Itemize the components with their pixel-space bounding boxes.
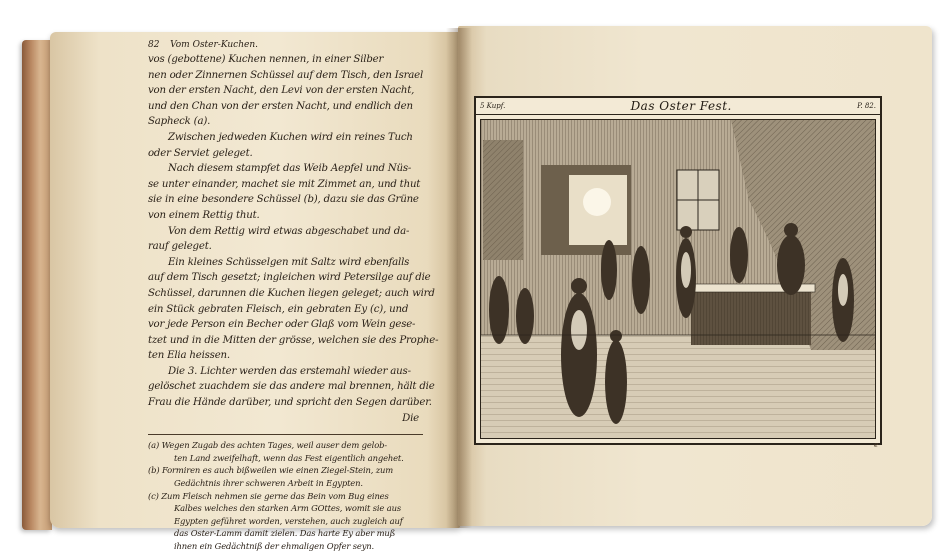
body-line: Zwischen jedweden Kuchen wird ein reines Tuch (168, 131, 413, 143)
body-line: von einem Rettig thut. (148, 209, 260, 221)
plate-number: 5 Kupf. (480, 102, 506, 110)
body-line: sie in eine besondere Schüssel (b), dazu sie das Grüne (148, 194, 419, 206)
footnote-line: (a) Wegen Zugab des achten Tages, weil auser dem gelob- (148, 440, 387, 451)
body-line: Frau die Hände darüber, und spricht den Segen darüber. (148, 397, 432, 409)
left-page-text (148, 40, 439, 553)
footnote-line: Egypten geführet worden, verstehen, auch zugleich auf (174, 515, 403, 526)
body-line: oder Serviet geleget. (148, 147, 253, 159)
footnote-line: (b) Formiren es auch bißweilen wie einen Ziegel-Stein, zum (148, 465, 394, 476)
body-text (148, 52, 439, 426)
body-line: rauf geleget. (148, 241, 212, 253)
body-line: und den Chan von der ersten Nacht, und endlich den (148, 100, 413, 112)
footnote-divider (148, 434, 423, 435)
body-line: vor jede Person ein Becher oder Glaß vom Wein gese- (148, 319, 416, 331)
engraving-illustration (481, 120, 875, 438)
passover-engraving (480, 119, 876, 439)
body-line: nen oder Zinnernen Schüssel auf dem Tisch, den Israel (148, 69, 424, 81)
footnote-line: das Oster-Lamm damit zielen. Das harte Ey aber muß (174, 528, 396, 539)
plate-page-ref: P. 82. (857, 102, 876, 110)
body-line: se unter einander, machet sie mit Zimmet an, und thut (148, 178, 421, 190)
body-line: ein Stück gebraten Fleisch, ein gebraten Ey (c), und (148, 303, 409, 315)
plate-header (476, 98, 880, 115)
engraving-plate (474, 96, 882, 445)
body-line: ten Elia heissen. (148, 350, 230, 362)
running-head: Vom Oster-Kuchen. (170, 40, 258, 50)
body-line: Schüssel, darunnen die Kuchen liegen geleget; auch wird (148, 287, 435, 299)
body-line: Ein kleines Schüsselgen mit Saltz wird ebenfalls (168, 256, 410, 268)
body-line: von der ersten Nacht, den Levi von der ersten Nacht, (148, 85, 415, 97)
body-line: auf dem Tisch gesetzt; ingleichen wird Petersilge auf die (148, 272, 431, 284)
body-line: gelöschet zuachdem sie das andere mal brennen, hält die (148, 381, 435, 393)
footnotes (148, 439, 423, 552)
page-edges (22, 40, 52, 530)
footnote-line: ten Land zweifelhaft, wenn das Fest eigentlich angehet. (174, 452, 404, 463)
body-line: Sapheck (a). (148, 116, 211, 128)
body-line: Von dem Rettig wird etwas abgeschabet und da- (168, 225, 410, 237)
footnote-line: Kalbes welches den starken Arm GOttes, womit sie aus (174, 503, 401, 514)
book-gutter (446, 28, 472, 528)
catchword: Die (402, 412, 419, 424)
plate-title: Das Oster Fest. (630, 99, 732, 113)
footnote-line: (c) Zum Fleisch nehmen sie gerne das Bein vom Bug eines (148, 490, 389, 501)
footnote-line: ihnen ein Gedächtniß der ehmaligen Opfer seyn. (174, 541, 375, 551)
plate-signature: e (874, 441, 879, 449)
body-line: Nach diesem stampfet das Weib Aepfel und Nüs- (168, 163, 412, 175)
page-number: 82 (148, 40, 160, 50)
body-line: tzet und in die Mitten der grösse, welchen sie des Prophe- (148, 334, 439, 346)
footnote-line: Gedächtnis ihrer schweren Arbeit in Egypten. (174, 478, 363, 489)
body-line: Die 3. Lichter werden das erstemahl wieder aus- (168, 365, 411, 377)
body-line: vos (gebottene) Kuchen nennen, in einer Silber (148, 54, 384, 65)
left-page-header (148, 40, 258, 50)
